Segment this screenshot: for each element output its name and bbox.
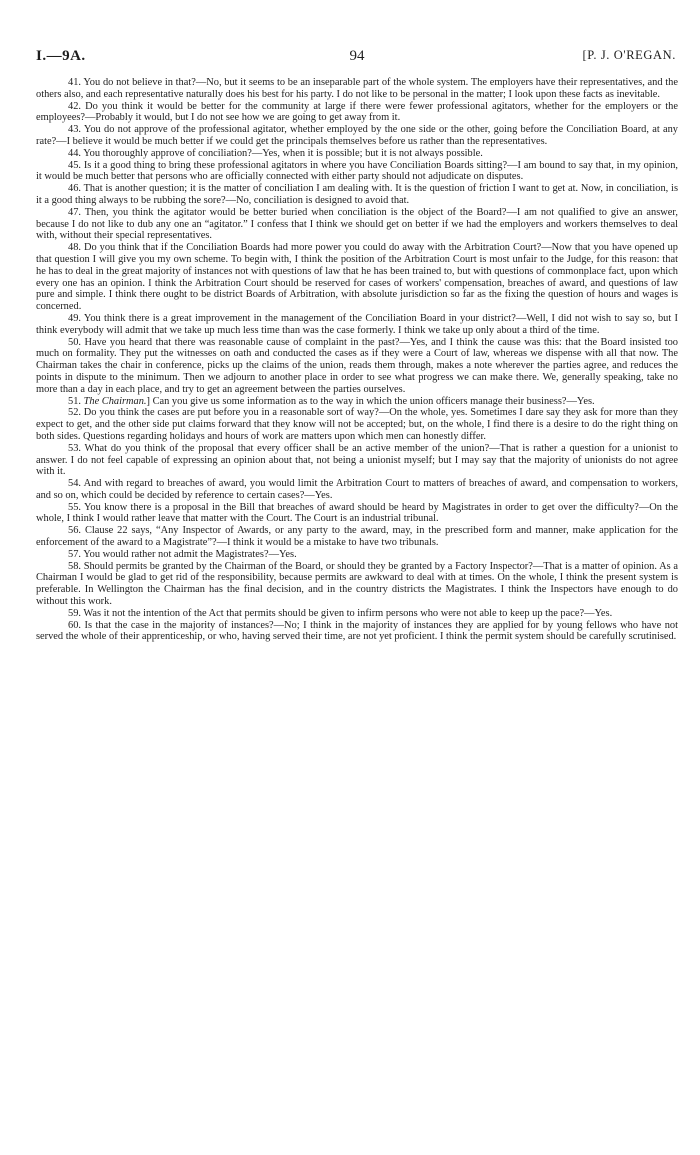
testimony-paragraph: 42. Do you think it would be better for the community at large if there were fewer professional agitators, whether for the employers or the employees?—Probably it would, but I do not see how we are going to get away from it. (36, 100, 678, 124)
speaker-label: The Chairman. (83, 395, 147, 407)
testimony-paragraph: 59. Was it not the intention of the Act that permits should be given to infirm persons who were not able to keep up the pace?—Yes. (68, 607, 613, 619)
testimony-paragraph: 58. Should permits be granted by the Chairman of the Board, or should they be granted by a Factory Inspector?—That is a matter of opinion. As a Chairman I would be glad to get rid of the responsibility, because permits are awkward to deal with at times. On the whole, I think the present system is preferable. In Wellington the Chairman has the final decision, and in the country districts the Magistrates. I think the Inspectors have enough to do without this work. (36, 560, 678, 608)
testimony-paragraph: 41. You do not believe in that?—No, but it seems to be an inseparable part of the whole system. The employers have their representatives, and the others also, and each representative naturally does his best for his party. I do not like to be personal in the matter; I look upon these facts as inevitable. (36, 77, 678, 100)
testimony-paragraph: 50. Have you heard that there was reasonable cause of complaint in the past?—Yes, and I think the cause was this: that the Board insisted too much on formality. They put the witnesses on oath and conducted the cases as if they were a Court of law, whereas we dispense with all that now. The Chairman takes the chair in conference, picks up the claims of the union, reads them through, makes a note wherever the parties agree, and reduces the points in dispute to the minimum. Then we adjourn to another place in order to see what progress we can make there. We, generally speaking, take no more than a day in each place, and try to get an agreement between the parties ourselves. (36, 336, 678, 395)
question-number: 51. (68, 395, 84, 407)
testimony-paragraph: 56. Clause 22 says, “Any Inspector of Awards, or any party to the award, may, in the prescribed form and manner, make application for the enforcement of the award to a Magistrate”?—I think it would be a mistake to have two tribunals. (36, 525, 678, 549)
testimony-paragraph: 43. You do not approve of the professional agitator, whether employed by the one side or the other, going before the Conciliation Board, at any rate?—I believe it would be much better if we could get the principals themselves before us rather than the representatives. (36, 124, 678, 147)
witness-name: [P. J. O'REGAN. (582, 48, 676, 62)
testimony-paragraph: 55. You know there is a proposal in the Bill that breaches of award should be heard by Magistrates in order to get over the difficulty?—On the whole, I think I would rather leave that matter with the Court. The Court is an industrial tribunal. (36, 501, 678, 525)
testimony-paragraph: 54. And with regard to breaches of award, you would limit the Arbitration Court to matters of breaches of award, and compensation to workers, and so on, which could be decided by reference to certain cases?—Yes. (36, 478, 678, 501)
testimony-paragraph-chairman (36, 396, 678, 408)
testimony-paragraph: 57. You would rather not admit the Magistrates?—Yes. (68, 548, 297, 560)
testimony-paragraph: 52. Do you think the cases are put before you in a reasonable sort of way?—On the whole, yes. Sometimes I dare say they ask for more than they expect to get, and the other side put claims forward that they know will not be accepted; but, on the whole, I find there is a desire to do the right thing on both sides. Questions regarding holidays and hours of work are matters upon which men can honestly differ. (36, 407, 678, 442)
testimony-paragraph: 53. What do you think of the proposal that every officer shall be an active member of the union?—That is rather a question for a unionist to answer. I do not feel capable of expressing an opinion about that, not being a unionist myself; but I may say that the majority of unionists do not agree with it. (36, 442, 678, 478)
testimony-paragraph: 47. Then, you think the agitator would be better buried when conciliation is the object of the Board?—I am not qualified to give an answer, because I do not like to dub any one an “agitator.” I confess that I think we should get on better if we had the employers and workers themselves to deal with, without their special representatives. (36, 206, 678, 242)
parliamentary-paper-reference: I.—9A. (36, 48, 86, 64)
page-number: 94 (349, 48, 365, 64)
testimony-paragraph: 45. Is it a good thing to bring these professional agitators in where you have Conciliation Boards sitting?—I am bound to say that, in my opinion, it would be much better that persons who are officially connected with either party should not adjudicate on disputes. (36, 159, 678, 183)
testimony-paragraph: 49. You think there is a great improvement in the management of the Conciliation Board in your district?—Well, I did not wish to say so, but I think everybody will admit that we take up much less time than was the case formerly. I think we take up only about a third of the time. (36, 312, 678, 336)
testimony-paragraph: 60. Is that the case in the majority of instances?—No; I think in the majority of instances they are applied for by young fellows who have not served the whole of their apprenticeship, or who, having served their time, are not yet proficient. I think the permit system should be carefully scrutinised. (36, 619, 678, 643)
testimony-paragraph: 46. That is another question; it is the matter of conciliation I am dealing with. It is the question of friction I want to get at. Now, in conciliation, is it a good thing always to be rubbing the sore?—No, conciliation is designed to avoid that. (36, 183, 678, 206)
testimony-paragraph: 48. Do you think that if the Conciliation Boards had more power you could do away with the Arbitration Court?—Now that you have opened up that question I will give you my own scheme. To begin with, I think the position of the Arbitration Court is most unfair to the Judge, for this reason: that he has to deal in the great majority of instances not with questions of law that he has been trained to, but with questions of commonplace fact, upon which every one has an opinion. I think the Arbitration Court should be reserved for cases of workers' compensation, breaches of award, and questions of law pure and simple. I think there ought to be district Boards of Arbitration, with absolute jurisdiction so far as the fixing the question of hours and wages is concerned. (36, 242, 678, 313)
testimony-body (36, 77, 678, 643)
question-text: ] Can you give us some information as to the way in which the union officers manage their business?—Yes. (146, 395, 595, 407)
page-header (36, 48, 678, 70)
testimony-paragraph: 44. You thoroughly approve of conciliation?—Yes, when it is possible; but it is not always possible. (68, 147, 483, 159)
